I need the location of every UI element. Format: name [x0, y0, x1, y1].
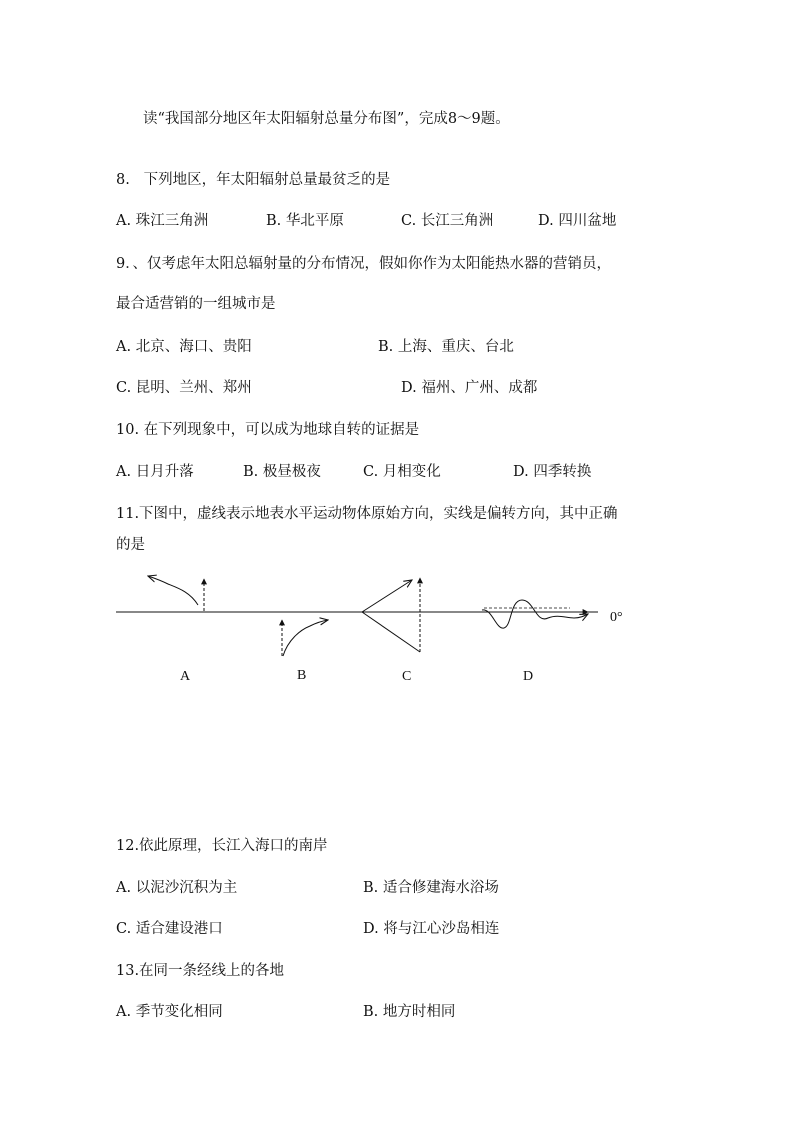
question-10-option-a: A. 日月升落	[116, 464, 194, 480]
question-10-option-c: C. 月相变化	[363, 464, 441, 480]
diagram-label-a: A	[180, 669, 191, 684]
question-11-stem-line-1: 11.下图中，虚线表示地表水平运动物体原始方向，实线是偏转方向，其中正确	[116, 506, 618, 522]
option-b-deflected-curve-arrow	[283, 620, 328, 656]
option-c-figure	[362, 578, 420, 652]
question-10-option-d: D. 四季转换	[513, 464, 592, 480]
question-9-option-b: B. 上海、重庆、台北	[378, 339, 514, 355]
question-8-option-d: D. 四川盆地	[538, 213, 617, 229]
question-12-option-a: A. 以泥沙沉积为主	[116, 880, 238, 896]
intro-text: 读“我国部分地区年太阳辐射总量分布图”，完成8～9题。	[143, 111, 510, 127]
question-12-option-b: B. 适合修建海水浴场	[363, 880, 499, 896]
question-9-stem-line-2: 最合适营销的一组城市是	[116, 296, 276, 312]
option-a-deflected-curve-arrow	[148, 576, 198, 605]
diagram-label-b: B	[297, 668, 307, 683]
option-d-wavy-deflected-curve-arrow	[482, 600, 588, 628]
question-8-option-b: B. 华北平原	[266, 213, 344, 229]
question-8-option-c: C. 长江三角洲	[401, 213, 494, 229]
option-a-figure	[148, 576, 204, 611]
question-9-option-c: C. 昆明、兰州、郑州	[116, 380, 252, 396]
option-c-deflected-upper-arrow	[362, 580, 412, 612]
diagram-label-c: C	[402, 669, 412, 684]
option-d-figure	[482, 600, 588, 628]
question-13-stem: 13.在同一条经线上的各地	[116, 963, 285, 979]
question-8-stem: 8. 下列地区，年太阳辐射总量最贫乏的是	[116, 172, 391, 188]
question-13-option-a: A. 季节变化相同	[116, 1004, 223, 1020]
question-13-option-b: B. 地方时相同	[363, 1004, 456, 1020]
question-12-option-d: D. 将与江心沙岛相连	[363, 921, 500, 937]
equator-label: 0°	[610, 610, 623, 625]
deflection-diagram	[0, 560, 794, 700]
option-c-deflected-lower-line	[362, 612, 420, 652]
question-10-stem: 10. 在下列现象中，可以成为地球自转的证据是	[116, 422, 420, 438]
question-10-option-b: B. 极昼极夜	[243, 464, 321, 480]
question-8-option-a: A. 珠江三角洲	[116, 213, 209, 229]
question-9-stem-line-1: 9．、仅考虑年太阳总辐射量的分布情况，假如你作为太阳能热水器的营销员，	[116, 256, 611, 272]
question-9-option-a: A. 北京、海口、贵阳	[116, 339, 252, 355]
diagram-label-d: D	[523, 669, 534, 684]
question-11-stem-line-2: 的是	[116, 537, 145, 553]
question-12-stem: 12.依此原理，长江入海口的南岸	[116, 838, 328, 854]
question-12-option-c: C. 适合建设港口	[116, 921, 223, 937]
option-b-figure	[282, 620, 328, 656]
question-9-option-d: D. 福州、广州、成都	[401, 380, 538, 396]
